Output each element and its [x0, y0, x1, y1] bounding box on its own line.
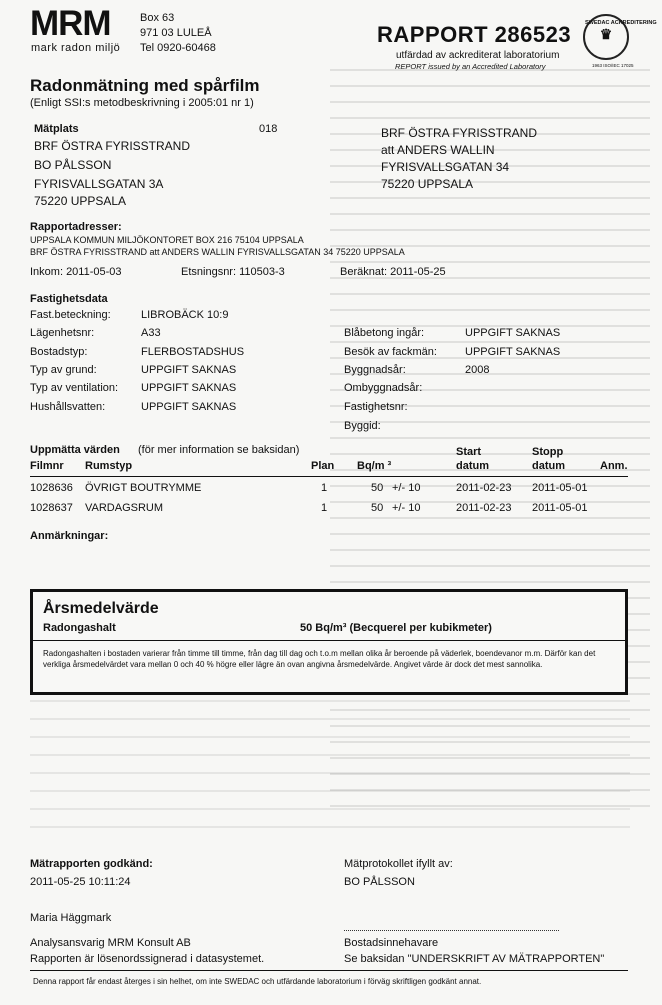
matplats-code: 018 [259, 123, 278, 135]
etsningsnr: Etsningsnr: 110503-3 [181, 266, 285, 278]
radongashalt-value: 50 Bq/m³ (Becquerel per kubikmeter) [300, 622, 492, 634]
col-anm-header: Anm. [600, 460, 628, 472]
fastighet-value: UPPGIFT SAKNAS [141, 401, 237, 413]
matplats-right-line: FYRISVALLSGATAN 34 [381, 160, 510, 174]
cell-rumstyp: VARDAGSRUM [85, 502, 164, 514]
matplats-right-line: BRF ÖSTRA FYRISSTRAND [381, 126, 538, 140]
page-title: Radonmätning med spårfilm [30, 76, 260, 95]
godkand-date: 2011-05-25 10:11:24 [30, 876, 131, 888]
rapportadress-line: UPPSALA KOMMUN MILJÖKONTORET BOX 216 75104 UPPSALA [30, 235, 304, 245]
fastighet-key: Hushållsvatten: [30, 401, 106, 413]
col-stopp-header: datum [532, 460, 565, 472]
matplats-left-line: FYRISVALLSGATAN 3A [34, 177, 164, 191]
signer-name: Maria Häggmark [30, 912, 112, 924]
col-rumstyp-header: Rumstyp [85, 460, 133, 472]
bleed-through-text-lower [30, 690, 630, 840]
matplats-right-line: att ANDERS WALLIN [381, 143, 495, 157]
cell-filmnr: 1028637 [30, 502, 73, 514]
beraknat-date: Beräknat: 2011-05-25 [340, 266, 446, 278]
matplats-left-line: BRF ÖSTRA FYRISSTRAND [34, 139, 191, 153]
fastighet-key: Blåbetong ingår: [344, 327, 425, 339]
cell-plan: 1 [321, 482, 328, 494]
col-start-header: datum [456, 460, 489, 472]
cell-stopp: 2011-05-01 [532, 482, 588, 494]
fastighet-value: 2008 [465, 364, 490, 376]
signature-line [344, 930, 559, 931]
uppmatta-note: (för mer information se baksidan) [138, 444, 300, 456]
cell-start: 2011-02-23 [456, 502, 512, 514]
company-logo-subtitle: mark radon miljö [31, 42, 121, 54]
cell-rumstyp: ÖVRIGT BOUTRYMME [85, 482, 202, 494]
fastighet-key: Typ av ventilation: [30, 382, 119, 394]
matplats-right-line: 75220 UPPSALA [381, 177, 474, 191]
uppmatta-label: Uppmätta värden [30, 444, 120, 456]
swedac-seal-icon: SWEDAC ACKREDITERING ♛ [583, 14, 629, 60]
godkand-label: Mätrapporten godkänd: [30, 858, 153, 870]
report-issued-sv: utfärdad av ackrediterat laboratorium [396, 50, 560, 61]
arsmedelvarde-heading: Årsmedelvärde [43, 600, 159, 617]
signature-note: Rapporten är lösenordssignerad i datasystemet. [30, 953, 265, 965]
col-filmnr-header: Filmnr [30, 460, 64, 472]
cell-uncertainty: +/- 10 [392, 502, 421, 514]
cell-start: 2011-02-23 [456, 482, 512, 494]
protokoll-name: BO PÅLSSON [344, 876, 415, 888]
disclaimer: Denna rapport får endast återges i sin helhet, om inte SWEDAC och utfärdande laboratorium i förväg skriftligen godkänt annat. [33, 977, 482, 986]
col-bq-header: Bq/m ³ [357, 460, 392, 472]
radongashalt-label: Radongashalt [43, 622, 116, 634]
cell-stopp: 2011-05-01 [532, 502, 588, 514]
fastighet-key: Besök av fackmän: [344, 346, 437, 358]
inkom-date: Inkom: 2011-05-03 [30, 266, 122, 278]
fastighet-key: Fastighetsnr: [344, 401, 408, 413]
fastighet-value: UPPGIFT SAKNAS [141, 364, 237, 376]
rapportadresser-label: Rapportadresser: [30, 221, 122, 233]
fastighet-key: Byggnadsår: [344, 364, 406, 376]
company-address-line: Box 63 [140, 12, 175, 24]
fastighetsdata-label: Fastighetsdata [30, 293, 108, 305]
matplats-left-line: 75220 UPPSALA [34, 194, 127, 208]
cell-bq: 50 [371, 482, 384, 494]
matplats-label: Mätplats [34, 123, 79, 135]
fastighet-key: Ombyggnadsår: [344, 382, 423, 394]
report-issued-en: REPORT issued by an Accredited Laboratory [395, 62, 546, 71]
cell-filmnr: 1028636 [30, 482, 73, 494]
bostadsinnehavare-label: Bostadsinnehavare [344, 937, 439, 949]
matplats-left-line: BO PÅLSSON [34, 158, 112, 172]
cell-bq: 50 [371, 502, 384, 514]
fastighet-key: Byggid: [344, 420, 381, 432]
arsmedelvarde-box [30, 589, 628, 695]
company-phone: Tel 0920-60468 [140, 42, 216, 54]
company-address-line: 971 03 LULEÅ [140, 27, 212, 39]
swedac-seal-number: 1963 ISO/IEC 17025 [592, 63, 634, 68]
arsmedelvarde-explanation: Radongashalten i bostaden varierar från timme till timme, från dag till dag och t.o.m mellan olika år beroende på väderlek, boendevanor m.m. Därför kan det verkliga årsmedelvärdet vara mellan 0 och 40 % högre eller lägre än ovan angivna årsmedelvärde. Angivet värde är dock det mest sannolika. [43, 649, 596, 669]
col-start-header: Start [456, 446, 482, 458]
fastighet-value: UPPGIFT SAKNAS [465, 327, 561, 339]
cell-plan: 1 [321, 502, 328, 514]
rapportadress-line: BRF ÖSTRA FYRISSTRAND att ANDERS WALLIN FYRISVALLSGATAN 34 75220 UPPSALA [30, 247, 405, 257]
box-divider [33, 640, 625, 641]
fastighet-value: LIBROBÄCK 10:9 [141, 309, 229, 321]
col-stopp-header: Stopp [532, 446, 564, 458]
fastighet-value: UPPGIFT SAKNAS [141, 382, 237, 394]
fastighet-key: Fast.beteckning: [30, 309, 111, 321]
report-number: RAPPORT 286523 [377, 22, 572, 47]
company-logo: MRM [30, 4, 111, 43]
signer-role: Analysansvarig MRM Konsult AB [30, 937, 191, 949]
fastighet-key: Typ av grund: [30, 364, 97, 376]
table-header-rule [30, 476, 628, 477]
baksidan-note: Se baksidan "UNDERSKRIFT AV MÄTRAPPORTEN" [344, 953, 605, 965]
fastighet-key: Lägenhetsnr: [30, 327, 95, 339]
page-subtitle: (Enligt SSI:s metodbeskrivning i 2005:01 nr 1) [30, 97, 254, 109]
fastighet-value: UPPGIFT SAKNAS [465, 346, 561, 358]
fastighet-value: A33 [141, 327, 161, 339]
anmarkningar-label: Anmärkningar: [30, 530, 109, 542]
fastighet-key: Bostadstyp: [30, 346, 88, 358]
footer-rule [30, 970, 628, 971]
col-plan-header: Plan [311, 460, 335, 472]
fastighet-value: FLERBOSTADSHUS [141, 346, 245, 358]
protokoll-label: Mätprotokollet ifyllt av: [344, 858, 453, 870]
cell-uncertainty: +/- 10 [392, 482, 421, 494]
